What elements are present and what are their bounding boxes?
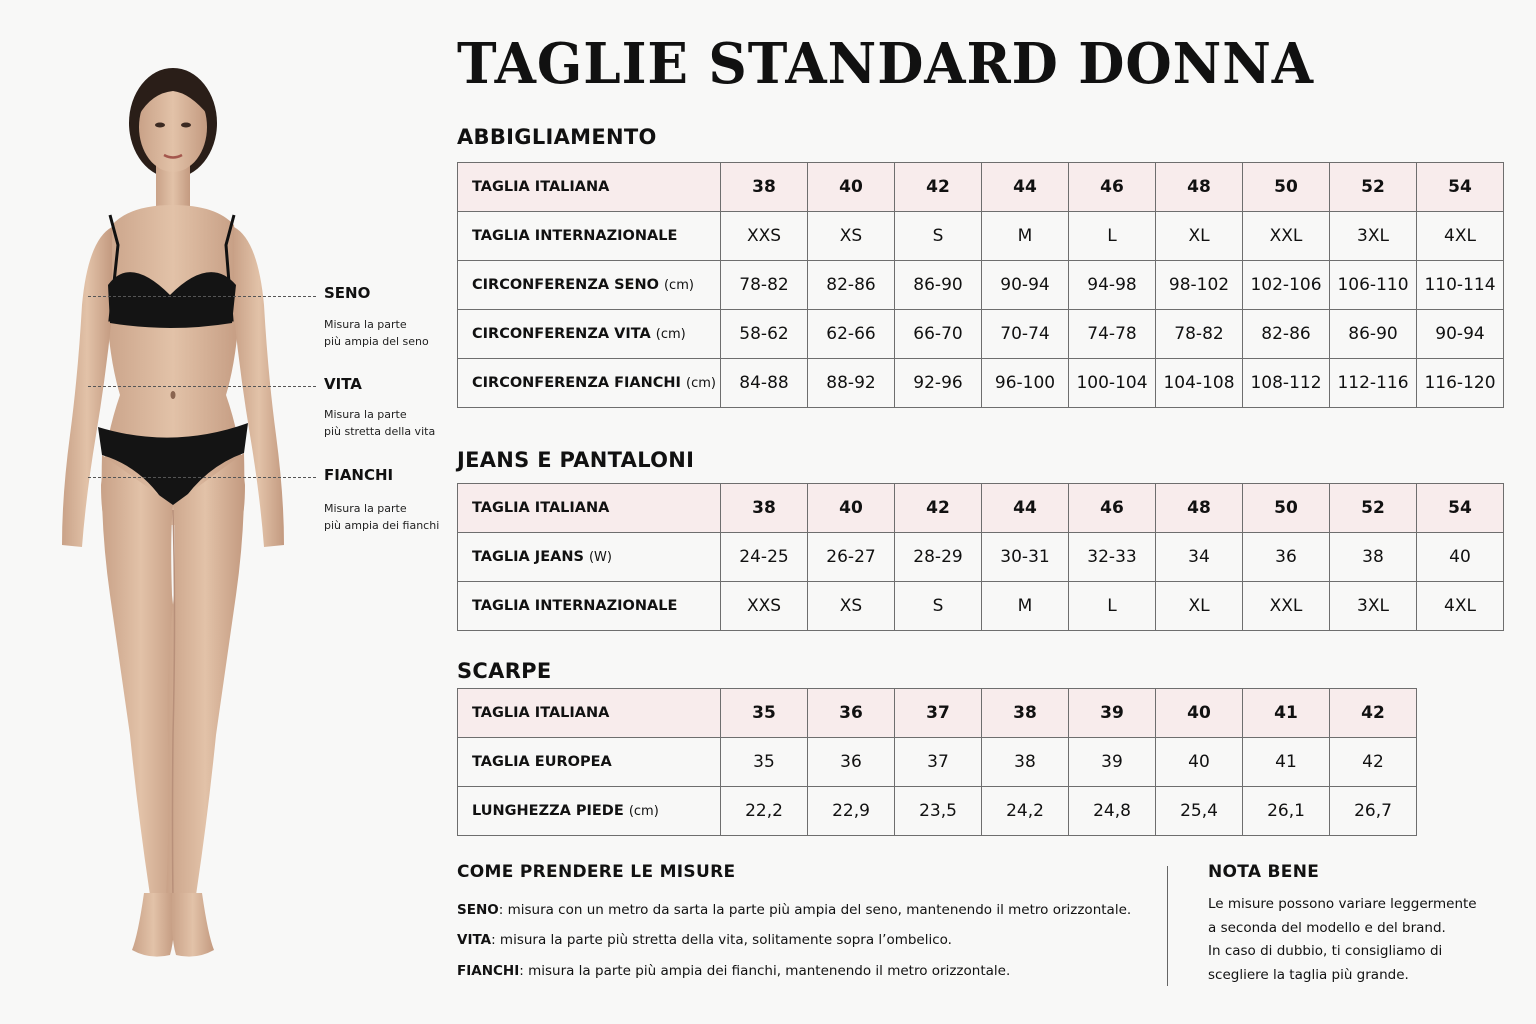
table-cell: 40	[808, 484, 895, 533]
seno-label: SENO	[324, 284, 371, 302]
table-cell: 4XL	[1417, 212, 1504, 261]
table-cell: 70-74	[982, 310, 1069, 359]
table-cell: 34	[1156, 533, 1243, 582]
fianchi-description: Misura la parte più ampia dei fianchi	[324, 502, 440, 532]
table-cell: 78-82	[1156, 310, 1243, 359]
table-cell: XXL	[1243, 212, 1330, 261]
table-cell: 44	[982, 484, 1069, 533]
table-cell: 86-90	[1330, 310, 1417, 359]
row-header	[458, 163, 721, 212]
howto-title: COME PRENDERE LE MISURE	[457, 862, 736, 882]
table-cell: 24-25	[721, 533, 808, 582]
table-cell: 48	[1156, 484, 1243, 533]
table-cell: 4XL	[1417, 582, 1504, 631]
table-cell: 92-96	[895, 359, 982, 408]
table-cell: 3XL	[1330, 212, 1417, 261]
row-label: TAGLIA ITALIANA	[472, 179, 610, 195]
table-cell: 96-100	[982, 359, 1069, 408]
table-cell: 54	[1417, 163, 1504, 212]
table-cell: 116-120	[1417, 359, 1504, 408]
table-cell: 86-90	[895, 261, 982, 310]
table-cell: 35	[721, 689, 808, 738]
table-cell: 58-62	[721, 310, 808, 359]
abbigliamento-table	[457, 162, 1504, 408]
model-figure	[40, 55, 310, 970]
table-cell: XXS	[721, 212, 808, 261]
table-cell: 54	[1417, 484, 1504, 533]
page-title: TAGLIE STANDARD DONNA	[457, 31, 1315, 97]
table-cell: 112-116	[1330, 359, 1417, 408]
row-label: CIRCONFERENZA FIANCHI	[472, 375, 681, 391]
table-cell: M	[982, 582, 1069, 631]
table-cell: 48	[1156, 163, 1243, 212]
table-row	[458, 738, 1417, 787]
nota-title: NOTA BENE	[1208, 862, 1320, 882]
table-cell: XL	[1156, 212, 1243, 261]
table-cell: 94-98	[1069, 261, 1156, 310]
row-header	[458, 533, 721, 582]
row-header	[458, 787, 721, 836]
table-cell: 32-33	[1069, 533, 1156, 582]
table-cell: 38	[721, 484, 808, 533]
table-cell: 46	[1069, 484, 1156, 533]
vertical-divider	[1167, 866, 1168, 986]
table-cell: S	[895, 212, 982, 261]
table-row	[458, 484, 1504, 533]
table-cell: L	[1069, 582, 1156, 631]
vita-measure-line	[88, 386, 316, 387]
table-cell: 22,9	[808, 787, 895, 836]
row-unit: (cm)	[628, 804, 659, 819]
table-cell: 41	[1243, 738, 1330, 787]
table-cell: S	[895, 582, 982, 631]
howto-item-vita: VITA: misura la parte più stretta della vita, solitamente sopra l’ombelico.	[457, 932, 952, 948]
table-cell: 52	[1330, 484, 1417, 533]
table-cell: 30-31	[982, 533, 1069, 582]
table-cell: 24,8	[1069, 787, 1156, 836]
table-cell: 84-88	[721, 359, 808, 408]
scarpe-section-title: SCARPE	[457, 659, 552, 683]
fianchi-label: FIANCHI	[324, 466, 394, 484]
table-cell: XXL	[1243, 582, 1330, 631]
table-cell: 38	[721, 163, 808, 212]
seno-description: Misura la parte più ampia del seno	[324, 318, 429, 348]
vita-description: Misura la parte più stretta della vita	[324, 408, 436, 438]
table-cell: 24,2	[982, 787, 1069, 836]
table-cell: 42	[895, 163, 982, 212]
table-cell: 88-92	[808, 359, 895, 408]
table-cell: 37	[895, 738, 982, 787]
row-label: CIRCONFERENZA VITA	[472, 326, 651, 342]
table-cell: 42	[1330, 738, 1417, 787]
table-cell: 23,5	[895, 787, 982, 836]
row-label: TAGLIA INTERNAZIONALE	[472, 598, 678, 614]
table-row	[458, 533, 1504, 582]
table-cell: 66-70	[895, 310, 982, 359]
table-cell: 36	[808, 689, 895, 738]
table-cell: 39	[1069, 689, 1156, 738]
table-cell: 106-110	[1330, 261, 1417, 310]
seno-measure-line	[88, 296, 316, 297]
table-row	[458, 310, 1504, 359]
row-label: TAGLIA JEANS	[472, 549, 584, 565]
howto-item-fianchi: FIANCHI: misura la parte più ampia dei fianchi, mantenendo il metro orizzontale.	[457, 963, 1011, 979]
table-cell: 50	[1243, 484, 1330, 533]
table-cell: 40	[1417, 533, 1504, 582]
table-cell: 98-102	[1156, 261, 1243, 310]
row-header	[458, 738, 721, 787]
jeans-table	[457, 483, 1504, 631]
table-cell: L	[1069, 212, 1156, 261]
table-row	[458, 261, 1504, 310]
table-cell: 82-86	[808, 261, 895, 310]
row-label: TAGLIA EUROPEA	[472, 754, 612, 770]
table-cell: 26,1	[1243, 787, 1330, 836]
table-cell: 41	[1243, 689, 1330, 738]
table-cell: 25,4	[1156, 787, 1243, 836]
table-row	[458, 163, 1504, 212]
row-header	[458, 359, 721, 408]
table-cell: 38	[982, 689, 1069, 738]
table-row	[458, 787, 1417, 836]
table-cell: 62-66	[808, 310, 895, 359]
row-header	[458, 689, 721, 738]
row-unit: (W)	[588, 550, 612, 565]
scarpe-table	[457, 688, 1417, 836]
vita-label: VITA	[324, 375, 362, 393]
table-cell: XS	[808, 582, 895, 631]
row-unit: (cm)	[655, 327, 686, 342]
table-cell: 46	[1069, 163, 1156, 212]
table-cell: 28-29	[895, 533, 982, 582]
row-header	[458, 310, 721, 359]
table-cell: M	[982, 212, 1069, 261]
table-cell: 52	[1330, 163, 1417, 212]
table-cell: 42	[1330, 689, 1417, 738]
row-header	[458, 212, 721, 261]
table-cell: 104-108	[1156, 359, 1243, 408]
table-cell: 40	[808, 163, 895, 212]
table-cell: 26,7	[1330, 787, 1417, 836]
table-cell: 102-106	[1243, 261, 1330, 310]
table-cell: 37	[895, 689, 982, 738]
table-cell: 38	[1330, 533, 1417, 582]
table-cell: 3XL	[1330, 582, 1417, 631]
table-row	[458, 689, 1417, 738]
table-cell: 36	[1243, 533, 1330, 582]
table-cell: 40	[1156, 738, 1243, 787]
table-row	[458, 359, 1504, 408]
table-cell: 38	[982, 738, 1069, 787]
nota-text: Le misure possono variare leggermente a seconda del modello e del brand. In caso di dubbio, ti consigliamo di scegliere la taglia più grande.	[1208, 896, 1477, 983]
howto-item-seno: SENO: misura con un metro da sarta la parte più ampia del seno, mantenendo il metro orizzontale.	[457, 902, 1132, 918]
table-cell: 26-27	[808, 533, 895, 582]
table-cell: 50	[1243, 163, 1330, 212]
table-cell: XXS	[721, 582, 808, 631]
row-label: TAGLIA INTERNAZIONALE	[472, 228, 678, 244]
table-cell: 78-82	[721, 261, 808, 310]
row-unit: (cm)	[663, 278, 694, 293]
table-cell: 74-78	[1069, 310, 1156, 359]
row-label: LUNGHEZZA PIEDE	[472, 803, 624, 819]
table-cell: 35	[721, 738, 808, 787]
fianchi-measure-line	[88, 477, 316, 478]
row-header	[458, 261, 721, 310]
row-label: TAGLIA ITALIANA	[472, 705, 610, 721]
table-cell: 44	[982, 163, 1069, 212]
table-cell: 110-114	[1417, 261, 1504, 310]
table-cell: 90-94	[982, 261, 1069, 310]
table-cell: XL	[1156, 582, 1243, 631]
row-header	[458, 582, 721, 631]
woman-figure-illustration	[40, 55, 310, 970]
row-label: CIRCONFERENZA SENO	[472, 277, 659, 293]
table-cell: XS	[808, 212, 895, 261]
row-unit: (cm)	[686, 376, 716, 391]
table-cell: 40	[1156, 689, 1243, 738]
row-header	[458, 484, 721, 533]
table-cell: 39	[1069, 738, 1156, 787]
table-cell: 36	[808, 738, 895, 787]
abbigliamento-section-title: ABBIGLIAMENTO	[457, 125, 657, 149]
table-cell: 22,2	[721, 787, 808, 836]
jeans-section-title: JEANS E PANTALONI	[457, 448, 695, 472]
table-cell: 82-86	[1243, 310, 1330, 359]
table-row	[458, 582, 1504, 631]
table-cell: 42	[895, 484, 982, 533]
table-cell: 100-104	[1069, 359, 1156, 408]
table-row	[458, 212, 1504, 261]
table-cell: 108-112	[1243, 359, 1330, 408]
row-label: TAGLIA ITALIANA	[472, 500, 610, 516]
table-cell: 90-94	[1417, 310, 1504, 359]
